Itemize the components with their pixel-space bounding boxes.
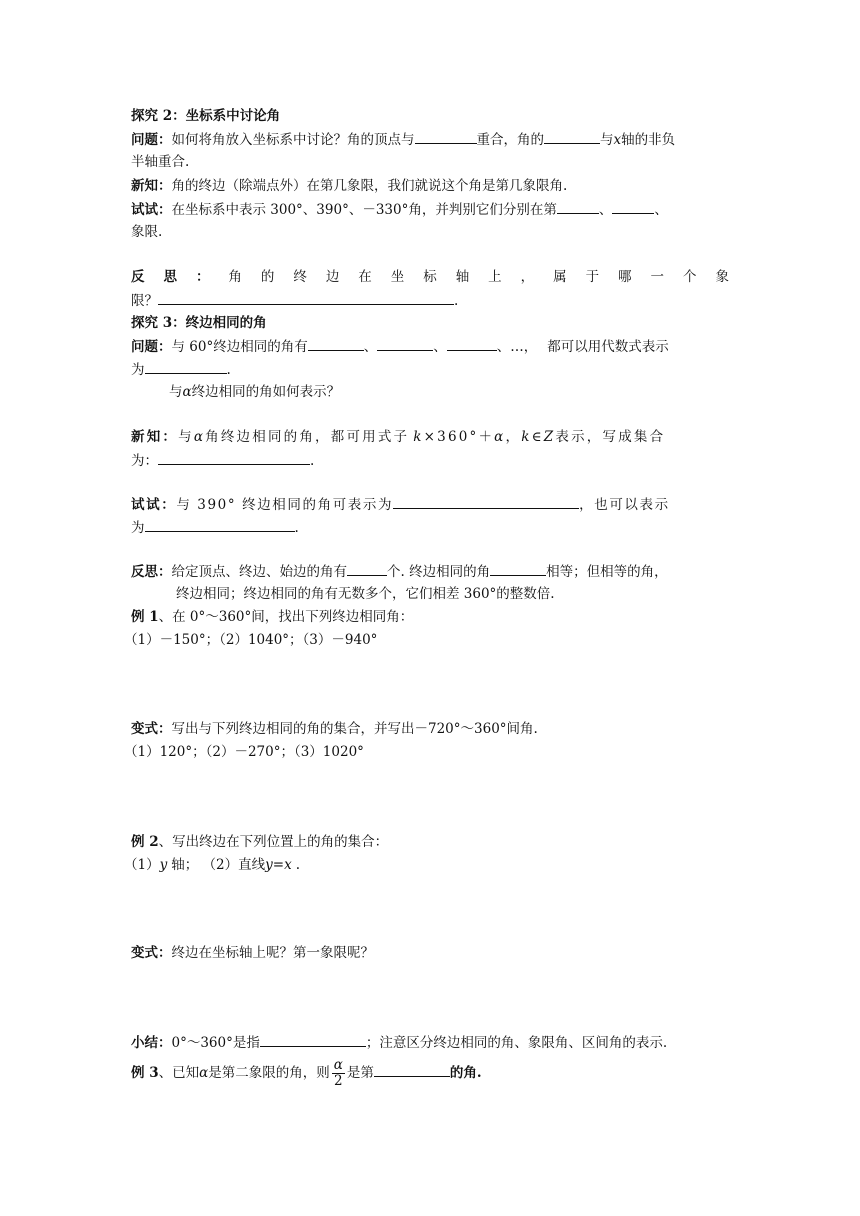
answer-blank[interactable] bbox=[145, 517, 295, 532]
s3-problem-line2: 为 . bbox=[131, 359, 729, 380]
problem-label: 问题： bbox=[131, 132, 172, 148]
reflect-label: 反思： bbox=[131, 564, 172, 580]
answer-blank[interactable] bbox=[447, 336, 497, 351]
example1-items: （1）－150°；（2）1040°；（3）－940° bbox=[124, 632, 378, 648]
answer-blank[interactable] bbox=[374, 1062, 450, 1077]
answer-blank[interactable] bbox=[347, 561, 387, 576]
answer-blank[interactable] bbox=[393, 494, 579, 509]
newknow-label: 新知： bbox=[131, 178, 172, 194]
s2-newknow: 新知：角的终边（除端点外）在第几象限，我们就说这个角是第几象限角. bbox=[131, 178, 568, 194]
answer-blank[interactable] bbox=[377, 336, 433, 351]
s2-reflect-line1: 反 思 ： 角 的 终 边 在 坐 标 轴 上 ， 属 于 哪 一 个 象 bbox=[131, 269, 729, 285]
summary-line: 小结：0°～360°是指 ；注意区分终边相同的角、象限角、区间角的表示. bbox=[131, 1032, 729, 1053]
answer-blank[interactable] bbox=[260, 1032, 366, 1047]
s3-reflect-line2: 终边相同；终边相同的角有无数多个，它们相差 360°的整数倍. bbox=[176, 586, 555, 602]
section3-heading: 探究 3：终边相同的角 bbox=[131, 315, 267, 331]
answer-blank[interactable] bbox=[490, 561, 546, 576]
summary-label: 小结： bbox=[131, 1035, 172, 1051]
newknow-label: 新知： bbox=[131, 429, 179, 445]
example3-line: 例 3、已知α是第二象限的角，则 $\frac{\alpha}{2}$ 是第 的角. bbox=[131, 1057, 482, 1089]
s2-try-line2: 象限. bbox=[131, 224, 163, 240]
answer-blank[interactable] bbox=[308, 336, 364, 351]
s3-reflect-line1: 反思：给定顶点、终边、始边的角有 个. 终边相同的角 相等；但相等的角， bbox=[131, 561, 729, 582]
s2-problem-line1: 问题：如何将角放入坐标系中讨论？角的顶点与 重合，角的 与x轴的非负 bbox=[131, 129, 729, 150]
s3-try-line2: 为 . bbox=[131, 517, 729, 538]
variation1-items: （1）120°；（2）－270°；（3）1020° bbox=[124, 744, 364, 760]
problem-label: 问题： bbox=[131, 339, 172, 355]
s2-reflect-line2: 限？ . bbox=[131, 290, 729, 311]
try-label: 试试： bbox=[131, 202, 172, 218]
s3-newknow-line1: 新知：与α角终边相同的角，都可用式子 k×360°＋α，k∈Z表示，写成集合 bbox=[131, 429, 666, 445]
s2-try-line1: 试试：在坐标系中表示 300°、390°、－330°角，并判别它们分别在第 、 、 bbox=[131, 199, 729, 220]
variation1-line: 变式：写出与下列终边相同的角的集合，并写出－720°～360°间角. bbox=[131, 721, 538, 737]
example2-line: 例 2、写出终边在下列位置上的角的集合： bbox=[131, 834, 389, 850]
example2-items: （1）y 轴； （2）直线y=x . bbox=[124, 857, 300, 873]
answer-blank[interactable] bbox=[145, 359, 227, 374]
answer-blank[interactable] bbox=[544, 129, 600, 144]
variation1-label: 变式： bbox=[131, 721, 172, 737]
answer-blank[interactable] bbox=[158, 450, 310, 465]
s3-problem-line1: 问题：与 60°终边相同的角有 、 、 、…， 都可以用代数式表示 bbox=[131, 336, 729, 357]
alpha-over-2-fraction: $\frac{\alpha}{2}$ bbox=[333, 1057, 343, 1089]
section2-heading: 探究 2：坐标系中讨论角 bbox=[131, 108, 281, 124]
try-label: 试试： bbox=[131, 497, 177, 513]
example3-label: 例 3 bbox=[131, 1065, 159, 1081]
answer-blank[interactable] bbox=[415, 129, 477, 144]
example1-label: 例 1 bbox=[131, 609, 159, 625]
answer-blank[interactable] bbox=[557, 199, 599, 214]
s3-question: 与α终边相同的角如何表示？ bbox=[169, 384, 341, 400]
variation2-line: 变式：终边在坐标轴上呢？第一象限呢？ bbox=[131, 945, 374, 961]
answer-blank[interactable] bbox=[612, 199, 654, 214]
example1-line: 例 1、在 0°～360°间，找出下列终边相同角： bbox=[131, 609, 414, 625]
example2-label: 例 2 bbox=[131, 834, 159, 850]
answer-blank[interactable] bbox=[158, 290, 454, 305]
variation2-label: 变式： bbox=[131, 945, 172, 961]
s2-problem-line2: 半轴重合. bbox=[131, 154, 190, 170]
s3-try-line1: 试试：与 390° 终边相同的角可表示为 ，也可以表示 bbox=[131, 494, 729, 515]
s3-newknow-line2: 为： . bbox=[131, 450, 729, 471]
